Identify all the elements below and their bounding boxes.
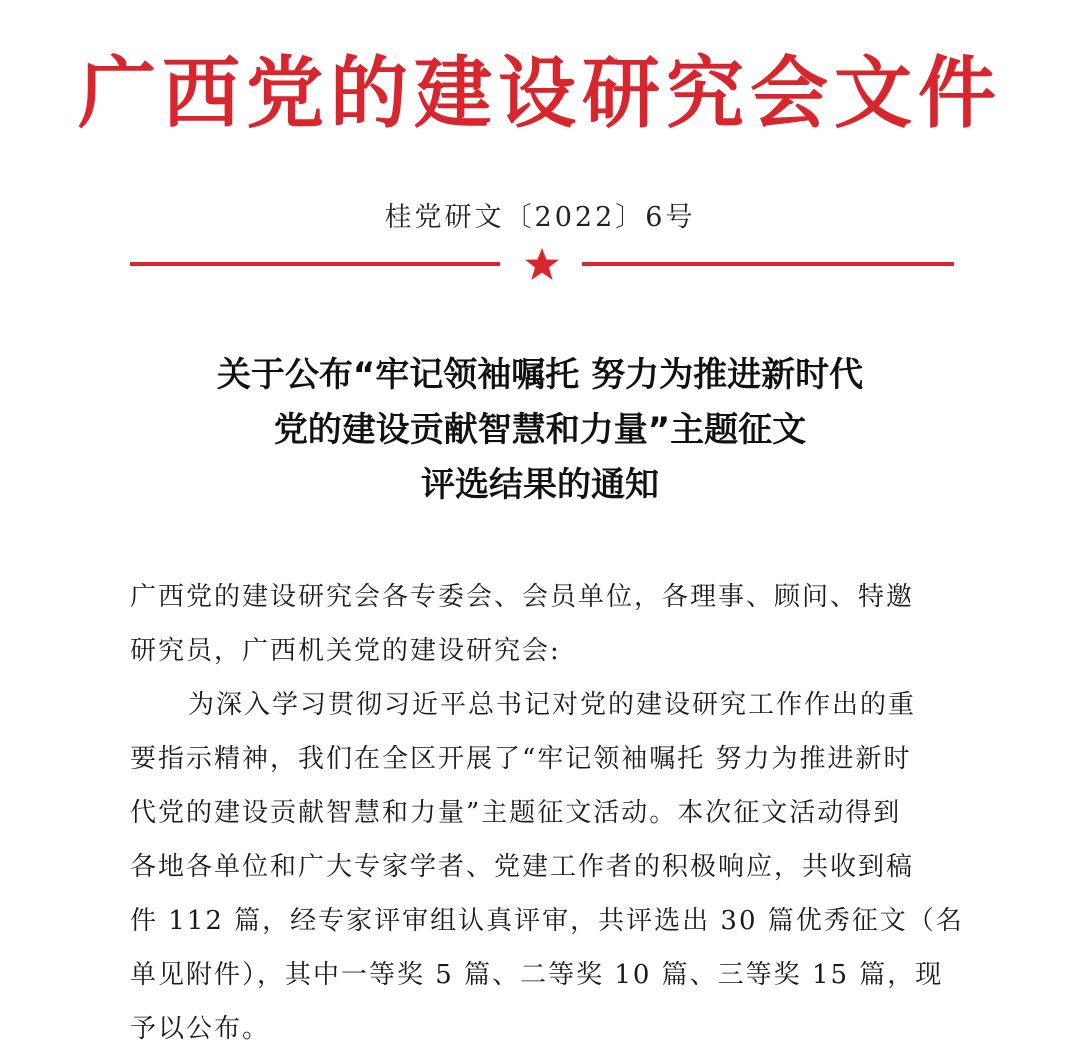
document-number: 桂党研文〔2022〕6号 bbox=[384, 202, 696, 233]
body-line: 予以公布。 bbox=[130, 1014, 271, 1044]
recipients-line: 广西党的建设研究会各专委会、会员单位，各理事、顾问、特邀 bbox=[130, 582, 915, 612]
recipients-line: 研究员，广西机关党的建设研究会: bbox=[130, 636, 561, 666]
title-line: 关于公布“牢记领袖嘱托 努力为推进新时代 bbox=[216, 355, 864, 395]
title-line: 党的建设贡献智慧和力量”主题征文 bbox=[273, 410, 807, 450]
body-line: 单见附件），其中一等奖 5 篇、二等奖 10 篇、三等奖 15 篇，现 bbox=[130, 960, 944, 990]
masthead-title: 广西党的建设研究会文件 bbox=[77, 49, 1002, 139]
body-line: 件 112 篇，经专家评审组认真评审，共评选出 30 篇优秀征文（名 bbox=[130, 906, 964, 936]
red-divider-right bbox=[582, 262, 954, 266]
title-line: 评选结果的通知 bbox=[421, 465, 659, 505]
body-line: 为深入学习贯彻习近平总书记对党的建设研究工作作出的重 bbox=[188, 690, 917, 720]
notice-body bbox=[130, 570, 964, 1056]
body-line: 代党的建设贡献智慧和力量”主题征文活动。本次征文活动得到 bbox=[130, 798, 902, 828]
notice-title bbox=[90, 348, 990, 513]
body-line: 各地各单位和广大专家学者、党建工作者的积极响应，共收到稿 bbox=[130, 852, 915, 882]
red-divider-left bbox=[130, 262, 500, 266]
star-icon bbox=[522, 244, 562, 284]
body-line: 要指示精神，我们在全区开展了“牢记领袖嘱托 努力为推进新时 bbox=[130, 744, 912, 774]
